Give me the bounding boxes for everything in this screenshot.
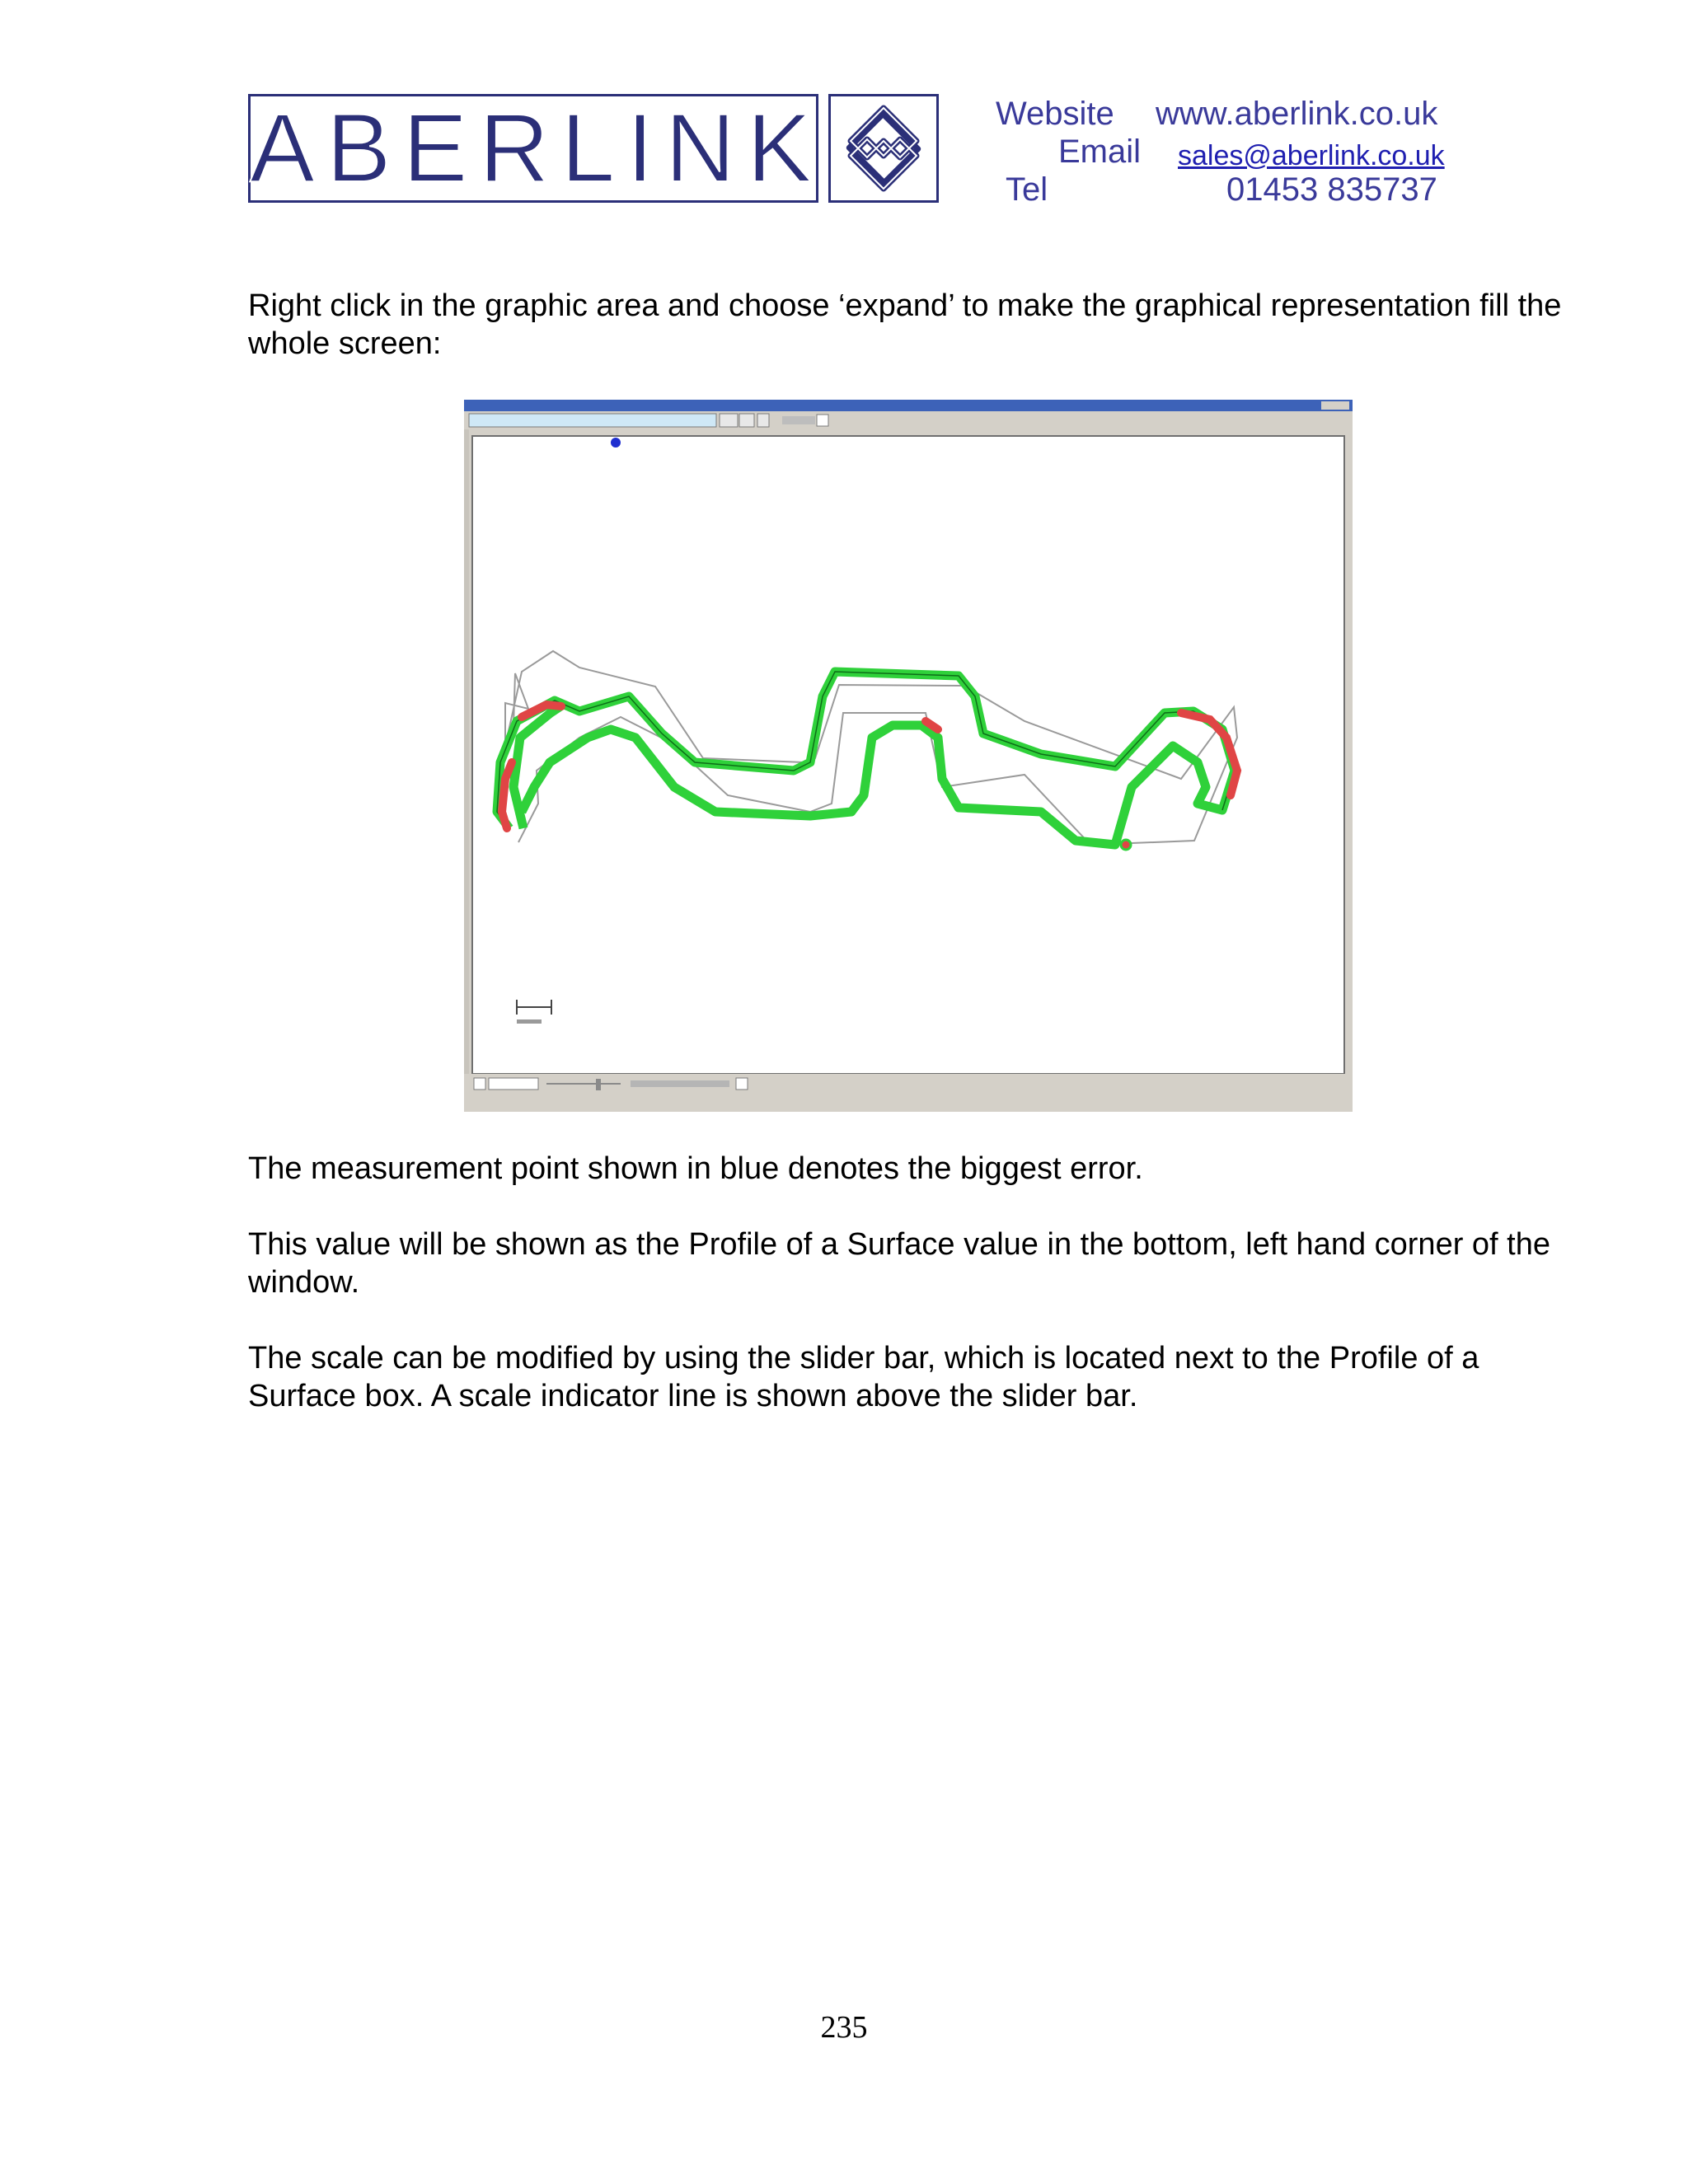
toolbar-checkbox	[817, 415, 828, 426]
window-controls-icon	[1321, 401, 1349, 410]
website-label: Website	[996, 96, 1114, 132]
logo-text: ABERLINK	[250, 94, 823, 203]
email-label: Email	[1058, 134, 1142, 170]
page-number: 235	[820, 2010, 868, 2045]
window-title-bar	[464, 400, 1353, 411]
email-link[interactable]: sales@aberlink.co.uk	[1178, 140, 1445, 171]
toolbar-arrows-icon	[757, 414, 769, 427]
status-label-text	[631, 1080, 729, 1087]
tel-label: Tel	[1006, 171, 1048, 208]
scale-slider-thumb	[596, 1079, 601, 1090]
paragraph-scale-slider: The scale can be modified by using the slider bar, which is located next to the Profile of a Surface box. A scale indicator line is shown above the slider bar.	[248, 1341, 1479, 1413]
toolbar-camera-icon	[720, 414, 738, 427]
toolbar-input	[469, 414, 716, 427]
toolbar-option-text	[782, 416, 815, 424]
graphic-area	[472, 436, 1344, 1074]
error-point	[1121, 840, 1131, 850]
celtic-knot-logo-icon	[828, 94, 939, 203]
tel-value: 01453 835737	[1226, 171, 1437, 208]
profile-value-box	[489, 1078, 538, 1090]
profile-window-screenshot	[464, 400, 1353, 1112]
scale-label-text	[517, 1019, 542, 1024]
toolbar-star-icon	[739, 414, 754, 427]
aberlink-logo	[248, 94, 823, 203]
status-checkbox-2	[736, 1078, 748, 1090]
website-value[interactable]: www.aberlink.co.uk	[1156, 96, 1438, 132]
max-error-point	[611, 438, 621, 448]
paragraph-blue-point: The measurement point shown in blue denotes the biggest error.	[248, 1151, 1143, 1186]
status-checkbox	[474, 1078, 485, 1090]
profile-window-graphic	[464, 400, 1353, 1112]
paragraph-profile-value: This value will be shown as the Profile of a Surface value in the bottom, left hand corner of the window.	[248, 1227, 1550, 1300]
paragraph-expand-instruction: Right click in the graphic area and choose ‘expand’ to make the graphical representation fill the whole screen:	[248, 288, 1562, 361]
